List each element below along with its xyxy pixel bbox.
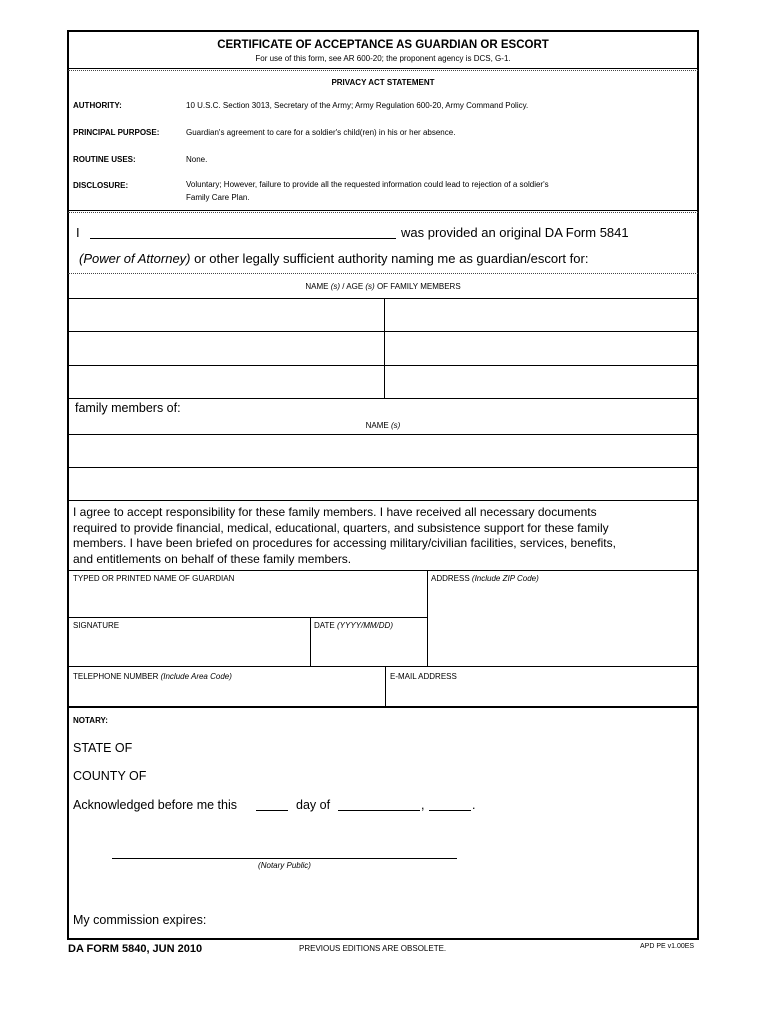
divider (384, 298, 385, 398)
soldier-name-field[interactable] (72, 439, 694, 465)
statement-i: I (76, 225, 80, 240)
divider (68, 70, 698, 71)
divider (68, 212, 698, 213)
divider (68, 500, 698, 501)
divider (427, 570, 428, 666)
signature-field[interactable] (72, 633, 306, 663)
member-name-age-field[interactable] (72, 336, 380, 362)
divider (68, 434, 698, 435)
member-name-age-field[interactable] (72, 370, 380, 396)
power-of-attorney-text: (Power of Attorney) (79, 251, 191, 266)
member-name-age-field[interactable] (72, 303, 380, 329)
guardian-name-line[interactable] (90, 238, 396, 239)
privacy-heading: PRIVACY ACT STATEMENT (331, 78, 435, 87)
day-number-line[interactable] (256, 810, 288, 811)
authority-text: 10 U.S.C. Section 3013, Secretary of the Army; Army Regulation 600-20, Army Command Policy. (186, 101, 529, 110)
routine-uses-text: None. (186, 155, 208, 164)
principal-purpose-label: PRINCIPAL PURPOSE: (73, 128, 160, 137)
state-of-label: STATE OF (73, 741, 133, 755)
month-line[interactable] (338, 810, 420, 811)
date-label: DATE (314, 621, 335, 630)
divider (385, 666, 386, 707)
divider (68, 298, 698, 299)
agreement-line: required to provide financial, medical, educational, quarters, and subsistence support for these family (73, 520, 609, 535)
notary-public-label: (Notary Public) (258, 861, 311, 870)
disclosure-text-2: Family Care Plan. (186, 193, 250, 202)
agreement-line: members. I have been briefed on procedures for accessing military/civilian facilities, services, benefits, (73, 536, 616, 550)
telephone-field[interactable] (72, 684, 382, 704)
members-header (67, 282, 699, 291)
member-name-age-field[interactable] (388, 303, 696, 329)
year-line[interactable] (429, 810, 471, 811)
address-field[interactable] (431, 587, 695, 662)
divider (68, 68, 698, 69)
members-header-s: (s) (365, 282, 375, 291)
version-label: APD PE v1.00ES (640, 943, 695, 950)
family-of-name-label: NAME (365, 421, 389, 430)
comma-mark: , (421, 798, 425, 812)
notary-heading: NOTARY: (73, 716, 108, 725)
notary-signature-line[interactable] (112, 858, 457, 859)
divider (310, 617, 311, 666)
acknowledged-label: Acknowledged before me this (73, 798, 237, 812)
principal-purpose-text: Guardian's agreement to care for a soldier's child(ren) in his or her absence. (186, 128, 456, 137)
divider (68, 331, 698, 332)
commission-expires-label: My commission expires: (73, 913, 207, 927)
family-of-name-header (67, 421, 699, 430)
divider (68, 273, 698, 274)
soldier-name-field[interactable] (72, 472, 694, 498)
members-header-rest: OF FAMILY MEMBERS (376, 282, 461, 291)
routine-uses-label: ROUTINE USES: (73, 155, 136, 164)
telephone-hint: (Include Area Code) (160, 672, 232, 681)
divider (68, 467, 698, 468)
agreement-line: I agree to accept responsibility for these family members. I have received all necessary documents (73, 505, 597, 519)
family-of-name-s: (s) (391, 421, 401, 430)
form-title: CERTIFICATE OF ACCEPTANCE AS GUARDIAN OR ESCORT (217, 39, 549, 51)
members-header-s: (s) (330, 282, 341, 291)
period-mark: . (472, 798, 476, 812)
guardian-name-label: TYPED OR PRINTED NAME OF GUARDIAN (73, 574, 235, 583)
member-name-age-field[interactable] (388, 336, 696, 362)
divider (68, 706, 698, 708)
member-name-age-field[interactable] (388, 370, 696, 396)
divider (68, 617, 427, 618)
family-members-of-label: family members of: (75, 401, 181, 415)
form-subtitle: For use of this form, see AR 600-20; the proponent agency is DCS, G-1. (255, 54, 511, 63)
statement-naming-text: or other legally sufficient authority naming me as guardian/escort for: (194, 251, 589, 266)
disclosure-label: DISCLOSURE: (73, 181, 129, 190)
date-hint: (YYYY/MM/DD) (336, 621, 393, 630)
divider (68, 210, 698, 211)
divider (68, 365, 698, 366)
email-field[interactable] (390, 684, 695, 704)
statement-was-provided: was provided an original DA Form 5841 (401, 225, 629, 240)
disclosure-text: Voluntary; However, failure to provide all the requested information could lead to rejection of a soldier's (186, 180, 549, 189)
telephone-label: TELEPHONE NUMBER (73, 672, 159, 681)
divider (68, 666, 698, 667)
county-of-label: COUNTY OF (73, 769, 147, 783)
address-label: ADDRESS (431, 574, 470, 583)
address-hint: (Include ZIP Code) (471, 574, 539, 583)
day-of-label: day of (296, 798, 331, 812)
guardian-name-field[interactable] (72, 587, 422, 613)
members-header-age: / AGE (342, 282, 364, 291)
previous-editions-note: PREVIOUS EDITIONS ARE OBSOLETE. (299, 944, 447, 953)
date-field[interactable] (314, 633, 424, 663)
divider (68, 570, 698, 571)
signature-label: SIGNATURE (73, 621, 120, 630)
agreement-line: and entitlements on behalf of these family members. (73, 551, 352, 566)
email-label: E-MAIL ADDRESS (390, 672, 457, 681)
members-header-name: NAME (305, 282, 329, 291)
divider (68, 398, 698, 399)
agreement-text (73, 505, 616, 567)
authority-label: AUTHORITY: (73, 101, 122, 110)
form-id: DA FORM 5840, JUN 2010 (68, 943, 203, 955)
